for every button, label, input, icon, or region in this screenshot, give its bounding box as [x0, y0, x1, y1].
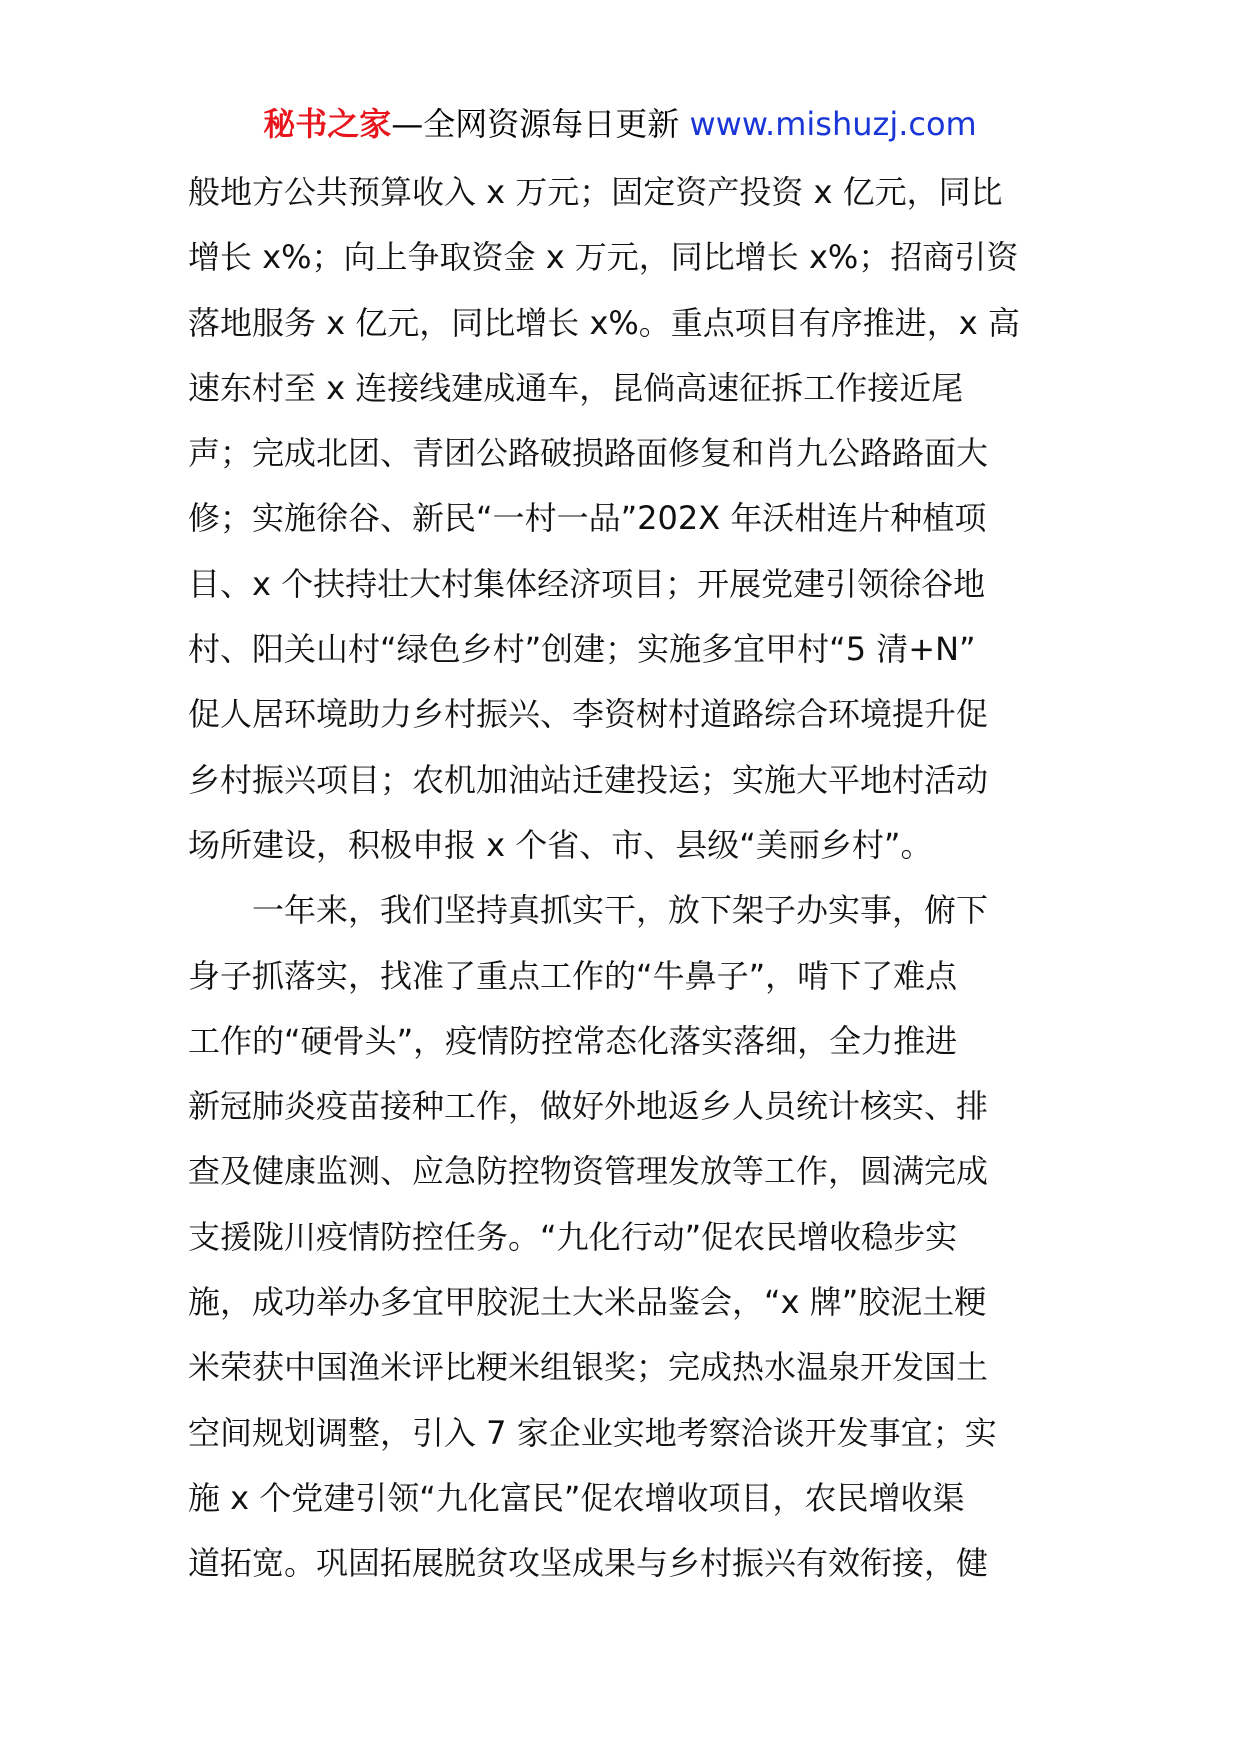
paragraph-line: 道拓宽。巩固拓展脱贫攻坚成果与乡村振兴有效衔接，健: [188, 1544, 989, 1583]
paragraph-line: 乡村振兴项目；农机加油站迁建投运；实施大平地村活动: [188, 760, 989, 799]
paragraph-line: 声；完成北团、青团公路破损路面修复和肖九公路路面大: [188, 434, 989, 473]
paragraph-line: 新冠肺炎疫苗接种工作，做好外地返乡人员统计核实、排: [188, 1087, 989, 1126]
paragraph-line: 目、x 个扶持壮大村集体经济项目；开展党建引领徐谷地: [188, 564, 986, 603]
paragraph-line: 一年来，我们坚持真抓实干，放下架子办实事，俯下: [188, 891, 989, 930]
watermark-header: [0, 100, 1240, 148]
paragraph-line: 场所建设，积极申报 x 个省、市、县级“美丽乡村”。: [188, 825, 933, 864]
paragraph-line: 般地方公共预算收入 x 万元；固定资产投资 x 亿元，同比: [188, 173, 1003, 211]
paragraph-line: 村、阳关山村“绿色乡村”创建；实施多宜甲村“5 清+N”: [188, 630, 976, 669]
paragraph-line: 增长 x%；向上争取资金 x 万元，同比增长 x%；招商引资: [188, 238, 1019, 277]
paragraph-line: 空间规划调整，引入 7 家企业实地考察洽谈开发事宜；实: [188, 1413, 997, 1452]
paragraph-line: 施，成功举办多宜甲胶泥土大米品鉴会，“x 牌”胶泥土粳: [188, 1283, 987, 1322]
paragraph-line: 施 x 个党建引领“九化富民”促农增收项目，农民增收渠: [188, 1478, 965, 1517]
paragraph-line: 支援陇川疫情防控任务。“九化行动”促农民增收稳步实: [188, 1217, 958, 1256]
paragraph-line: 身子抓落实，找准了重点工作的“牛鼻子”，啃下了难点: [188, 956, 958, 995]
paragraph-line: 米荣获中国渔米评比粳米组银奖；完成热水温泉开发国土: [188, 1348, 989, 1387]
brand-name: 秘书之家: [263, 105, 392, 143]
paragraph-line: 速东村至 x 连接线建成通车，昆倘高速征拆工作接近尾: [188, 368, 964, 407]
header-slogan: —全网资源每日更新: [391, 105, 690, 143]
document-body: [188, 160, 1058, 1597]
site-url: www.mishuzj.com: [689, 105, 977, 143]
paragraph-line: 促人居环境助力乡村振兴、李资树村道路综合环境提升促: [188, 695, 989, 734]
paragraph-line: 落地服务 x 亿元，同比增长 x%。重点项目有序推进，x 高: [188, 303, 1020, 342]
paragraph-line: 查及健康监测、应急防控物资管理发放等工作，圆满完成: [188, 1152, 989, 1191]
paragraph-line: 修；实施徐谷、新民“一村一品”202X 年沃柑连片种植项: [188, 499, 987, 538]
paragraph-line: 工作的“硬骨头”，疫情防控常态化落实落细，全力推进: [188, 1021, 958, 1060]
